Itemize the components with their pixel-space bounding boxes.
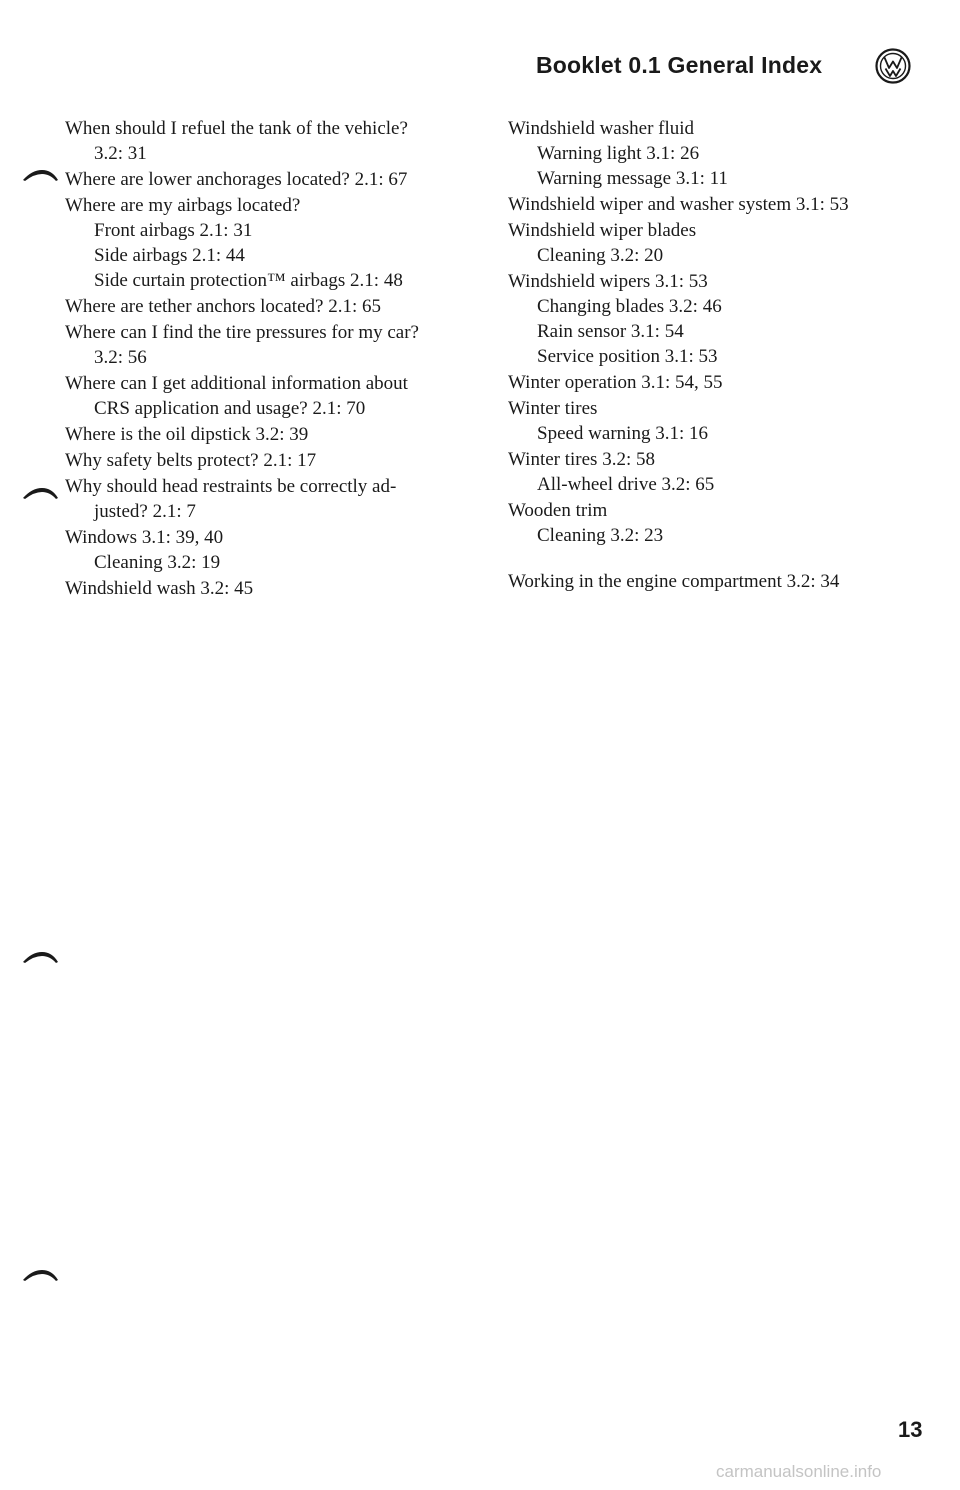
index-entry: Winter operation 3.1: 54, 55 xyxy=(508,372,723,393)
index-entry xyxy=(65,371,485,421)
entry-text: When should I refuel the tank of the vehicle? xyxy=(65,118,408,139)
index-right-column xyxy=(508,116,928,595)
sub-entry: Front airbags 2.1: 31 xyxy=(94,220,253,241)
index-entry: Where is the oil dipstick 3.2: 39 xyxy=(65,424,309,445)
spacer xyxy=(508,549,928,569)
vw-logo-icon xyxy=(875,48,911,84)
punch-mark-icon xyxy=(22,168,60,182)
page-header-title: Booklet 0.1 General Index xyxy=(536,52,823,78)
index-entry xyxy=(508,269,928,369)
entry-text-cont: justed? 2.1: 7 xyxy=(94,501,196,522)
index-entry: Windshield wiper and washer system 3.1: 53 xyxy=(508,194,849,215)
sub-entry: Changing blades 3.2: 46 xyxy=(537,296,722,317)
sub-entry: Side curtain protection™ airbags 2.1: 48 xyxy=(94,270,403,291)
entry-text: Wooden trim xyxy=(508,500,608,521)
entry-text: Winter tires xyxy=(508,398,598,419)
sub-entry: Rain sensor 3.1: 54 xyxy=(537,321,684,342)
entry-text-cont: 3.2: 31 xyxy=(94,143,147,164)
entry-text: Why should head restraints be correctly ad- xyxy=(65,476,397,497)
punch-mark-icon xyxy=(22,950,60,964)
sub-entry: All-wheel drive 3.2: 65 xyxy=(537,474,715,495)
index-entry xyxy=(508,447,928,497)
sub-entry: Cleaning 3.2: 20 xyxy=(537,245,664,266)
entry-text-cont: 3.2: 56 xyxy=(94,347,147,368)
index-entry xyxy=(65,525,485,575)
entry-text: Where can I get additional information about xyxy=(65,373,408,394)
sub-entry: Warning light 3.1: 26 xyxy=(537,143,700,164)
punch-mark-icon xyxy=(22,486,60,500)
entry-text: Windows 3.1: 39, 40 xyxy=(65,527,224,548)
index-entry xyxy=(508,116,928,191)
sub-entry: Service position 3.1: 53 xyxy=(537,346,718,367)
entry-text: Where can I find the tire pressures for my car? xyxy=(65,322,419,343)
page-number: 13 xyxy=(898,1417,923,1442)
index-entry xyxy=(65,474,485,524)
watermark: carmanualsonline.info xyxy=(716,1462,882,1481)
index-entry xyxy=(65,193,485,293)
sub-entry: Warning message 3.1: 11 xyxy=(537,168,728,189)
index-entry: Why safety belts protect? 2.1: 17 xyxy=(65,450,317,471)
index-entry xyxy=(508,498,928,548)
entry-text: Winter tires 3.2: 58 xyxy=(508,449,655,470)
entry-text: Where are my airbags located? xyxy=(65,195,301,216)
punch-mark-icon xyxy=(22,1268,60,1282)
index-entry: Working in the engine compartment 3.2: 34 xyxy=(508,571,840,592)
index-entry: Where are lower anchorages located? 2.1: 67 xyxy=(65,169,408,190)
index-entry xyxy=(65,116,485,166)
entry-text: Windshield wiper blades xyxy=(508,220,697,241)
entry-text: Windshield washer fluid xyxy=(508,118,695,139)
sub-entry: Cleaning 3.2: 23 xyxy=(537,525,664,546)
sub-entry: Side airbags 2.1: 44 xyxy=(94,245,245,266)
index-entry xyxy=(508,396,928,446)
entry-text: Windshield wipers 3.1: 53 xyxy=(508,271,708,292)
index-entry xyxy=(508,218,928,268)
sub-entry: Speed warning 3.1: 16 xyxy=(537,423,708,444)
index-entry xyxy=(65,320,485,370)
index-left-column xyxy=(65,116,485,602)
entry-text-cont: CRS application and usage? 2.1: 70 xyxy=(94,398,366,419)
index-entry: Where are tether anchors located? 2.1: 65 xyxy=(65,296,381,317)
index-entry: Windshield wash 3.2: 45 xyxy=(65,578,254,599)
sub-entry: Cleaning 3.2: 19 xyxy=(94,552,221,573)
